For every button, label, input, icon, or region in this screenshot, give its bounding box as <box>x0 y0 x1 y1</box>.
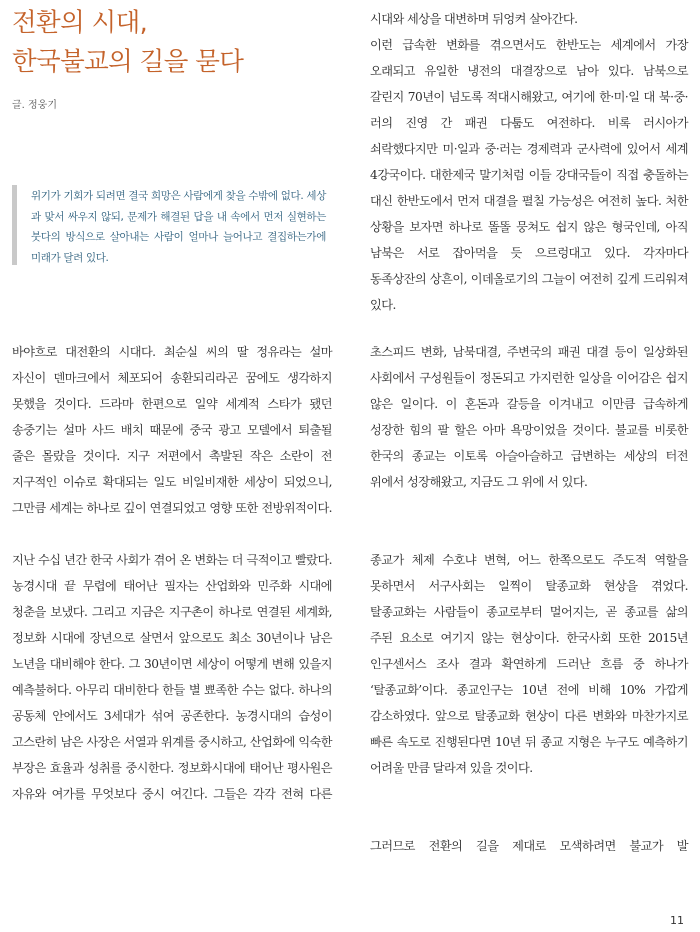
right-paragraph-2: 이런 급속한 변화를 겪으면서도 한반도는 세계에서 가장 오래되고 유일한 냉전의 대결장으로 남아 있다. 남북으로 갈린지 70년이 넘도록 적대시해왔고, 여기에 한·미·일 대 북·중·러의 진영 간 패권 다툼도 여전하다. 비록 러시아가 쇠락했다지만 미·일과 중·러는 경제력과 군사력에 있어서 세계 4강국이다. 대한제국 말기처럼 이들 강대국들이 직접 충돌하는 대신 한반도에서 먼저 대결을 펼칠 가능성은 여전히 높다. 처한 상황을 보자면 하나로 똘똘 뭉쳐도 쉽지 않은 형국인데, 아직 남북은 서로 잡아먹을 듯 으르렁대고 있다. 각자마다 동족상잔의 상흔이, 이데올로기의 그늘이 여전히 깊게 드리워져 있다. <box>370 38 688 312</box>
right-paragraph-1: 시대와 세상을 대변하며 뒤엉켜 살아간다. <box>370 12 578 26</box>
article-title <box>12 4 332 82</box>
pullquote-text: 위기가 기회가 되려면 결국 희망은 사람에게 찾을 수밖에 없다. 세상과 맞서 싸우지 않되, 문제가 해결된 답을 내 속에서 먼저 실현하는 붓다의 방식으로 살아내는 사람이 얼마나 늘어나고 결집하는가에 미래가 달려 있다. <box>31 190 326 264</box>
article-title-line2: 한국불교의 길을 묻다 <box>12 47 244 77</box>
pullquote-box <box>12 185 326 265</box>
page-number: 11 <box>670 914 684 927</box>
right-paragraph-5: 그러므로 전환의 길을 제대로 모색하려면 불교가 발 <box>370 839 688 853</box>
left-paragraph-2: 지난 수십 년간 한국 사회가 겪어 온 변화는 더 극적이고 빨랐다. 농경시대 끝 무렵에 태어난 필자는 산업화와 민주화 시대에 청춘을 보냈다. 그리고 지금은 지구촌이 하나로 연결된 세계화, 정보화 시대에 장년으로 살면서 앞으로도 최소 30년이나 남은 노년을 대비해야 한다. 그 30년이면 세상이 어떻게 변해 있을지 예측불허다. 아무리 대비한다 한들 별 뾰족한 수는 없다. 하나의 공동체 안에서도 3세대가 섞여 공존한다. 농경시대의 습성이 고스란히 남은 사장은 서열과 위계를 중시하고, 산업화에 익숙한 부장은 효율과 성취를 중시한다. 정보화시대에 태어난 평사원은 자유와 여가를 무엇보다 중시 여긴다. 그들은 각각 전혀 다른 <box>12 553 332 801</box>
right-paragraph-4: 종교가 체제 수호냐 변혁, 어느 한쪽으로도 주도적 역할을 못하면서 서구사회는 일찍이 탈종교화 현상을 겪었다. 탈종교화는 사람들이 종교로부터 멀어지는, 곧 종교를 삶의 주된 요소로 여기지 않는 현상이다. 한국사회 또한 2015년 인구센서스 조사 결과 확연하게 드러난 흐름 중 하나가 ‘탈종교화’이다. 종교인구는 10년 전에 비해 10% 가깝게 감소하였다. 앞으로 탈종교화 현상이 다른 변화와 마찬가지로 빠른 속도로 진행된다면 10년 뒤 종교 지형은 누구도 예측하기 어려울 만큼 달라져 있을 것이다. <box>370 553 688 775</box>
author-byline: 글. 정웅기 <box>12 100 57 111</box>
left-paragraph-1: 바야흐로 대전환의 시대다. 최순실 씨의 딸 정유라는 설마 자신이 덴마크에서 체포되어 송환되리라곤 꿈에도 생각하지 못했을 것이다. 드라마 한편으로 일약 세계적 스타가 됐던 송중기는 설마 사드 배치 때문에 중국 광고 모델에서 퇴출될 줄은 몰랐을 것이다. 지구 저편에서 촉발된 작은 소란이 전 지구적인 이슈로 확대되는 일도 비일비재한 세상이 되었으니, 그만큼 세계는 하나로 깊이 연결되었고 영향 또한 전방위적이다. <box>12 345 332 515</box>
right-paragraph-3: 초스피드 변화, 남북대결, 주변국의 패권 대결 등이 일상화된 사회에서 구성원들이 정돈되고 가지런한 일상을 이어감은 쉽지 않은 일이다. 이 혼돈과 갈등을 이겨내고 이만큼 급속하게 성장한 힘의 팔 할은 아마 욕망이었을 것이다. 불교를 비롯한 한국의 종교는 이토록 아슬아슬하고 급변하는 세상의 터전 위에서 성장해왔고, 지금도 그 위에 서 있다. <box>370 345 688 489</box>
article-title-line1: 전환의 시대, <box>12 8 148 38</box>
